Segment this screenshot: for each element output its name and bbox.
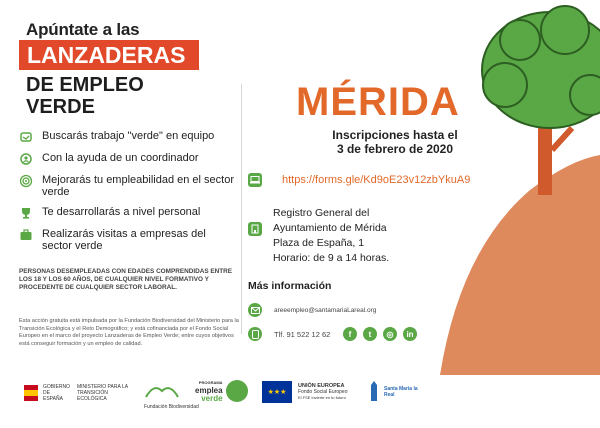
benefit-item — [19, 228, 234, 252]
handshake-icon — [19, 130, 33, 144]
gobierno-logo — [22, 381, 137, 405]
laptop-icon — [248, 173, 262, 187]
tower-icon — [368, 381, 380, 403]
gear-person-icon — [19, 152, 33, 166]
benefit-text: Con la ayuda de un coordinador — [42, 152, 199, 164]
emplea-verde-logo — [195, 379, 248, 403]
deadline-line-2: 3 de febrero de 2020 — [336, 142, 454, 156]
santa-maria-logo — [368, 381, 418, 403]
trophy-icon — [19, 206, 33, 220]
eu-text: UNIÓN EUROPEA — [298, 383, 345, 389]
title-highlight: LANZADERAS — [19, 40, 199, 70]
benefit-text: Buscarás trabajo "verde" en equipo — [42, 130, 215, 142]
smr-text: Santa María la Real — [384, 386, 418, 398]
registry-line: Horario: de 9 a 14 horas. — [273, 252, 390, 264]
coat-of-arms-icon — [22, 381, 40, 405]
column-divider — [241, 84, 242, 334]
building-icon — [248, 222, 262, 236]
ministry-text: MINISTERIO PARA LA TRANSICIÓN ECOLÓGICA — [77, 384, 128, 402]
form-link-row[interactable] — [248, 173, 470, 187]
phone-icon — [248, 327, 262, 341]
email-icon — [248, 303, 262, 317]
sponsor-logos — [0, 375, 600, 420]
deadline-line-1: Inscripciones hasta el — [332, 128, 458, 142]
funding-text: Esta acción gratuita está impulsada por la Fundación Biodiversidad del Ministerio para la Transición Ecológica y el Reto Demográfico; y está cofinanciada por el Fondo Social Europeo en el marco del proyecto Lanzaderas de Empleo Verde; entre cuyos objetivos está conseguir formación y un empleo de calidad. — [19, 318, 239, 347]
facebook-icon[interactable]: f — [343, 327, 357, 341]
fse-text: Fondo Social Europeo — [298, 389, 348, 395]
fse-slogan: El FSE invierte en tu futuro — [298, 395, 346, 400]
benefit-item — [19, 130, 234, 144]
social-links — [343, 327, 423, 341]
eu-flag-icon: ★★★ — [262, 381, 292, 403]
instagram-icon[interactable]: ◎ — [383, 327, 397, 341]
gobierno-text: GOBIERNO DE ESPAÑA — [43, 384, 70, 402]
fundacion-logo — [144, 381, 199, 410]
title-line-4: VERDE — [26, 96, 95, 118]
title-line-1: Apúntate a las — [26, 20, 140, 39]
linkedin-icon[interactable]: in — [403, 327, 417, 341]
target-icon — [19, 174, 33, 188]
email-row[interactable] — [248, 303, 376, 317]
email-link[interactable]: areeempleo@santamariaLareal.org — [274, 306, 377, 314]
more-info-heading: Más información — [248, 280, 332, 292]
benefit-text: Te desarrollarás a nivel personal — [42, 206, 201, 218]
benefit-item — [19, 206, 234, 220]
twitter-icon[interactable]: t — [363, 327, 377, 341]
registry-info — [273, 206, 389, 266]
registry-line: Plaza de España, 1 — [273, 237, 365, 249]
verde-text: verde — [201, 394, 223, 403]
fundacion-text: Fundación Biodiversidad — [144, 404, 199, 410]
phone-number: Tlf. 91 522 12 62 — [274, 329, 331, 339]
city-title: MÉRIDA — [296, 80, 460, 124]
benefit-item — [19, 174, 234, 198]
registry-line: Registro General del — [273, 207, 370, 219]
leaf-icon — [226, 380, 248, 402]
registry-line: Ayuntamiento de Mérida — [273, 222, 387, 234]
benefit-text: Mejorarás tu empleabilidad en el sector verde — [42, 174, 234, 198]
eu-logo — [262, 381, 347, 403]
phone-row — [248, 327, 330, 341]
emplea-text: emplea — [195, 386, 223, 395]
briefcase-icon — [19, 228, 33, 242]
programa-text: PROGRAMA — [198, 380, 223, 385]
benefits-list — [19, 130, 234, 257]
title-line-3: DE EMPLEO — [26, 74, 144, 96]
deadline — [310, 128, 480, 156]
form-url-link[interactable]: https://forms.gle/Kd9oE23v12zbYkuA9 — [282, 174, 471, 186]
benefit-item — [19, 152, 234, 166]
benefit-text: Realizarás visitas a empresas del sector verde — [42, 228, 206, 252]
tree-hill-illustration — [400, 0, 600, 375]
eligibility-text: PERSONAS DESEMPLEADAS CON EDADES COMPRENDIDAS ENTRE LOS 18 Y LOS 60 AÑOS, DE CUALQUIER NIVEL FORMATIVO Y PROCEDENTE DE CUALQUIER SECTOR LABORAL. — [19, 268, 233, 291]
